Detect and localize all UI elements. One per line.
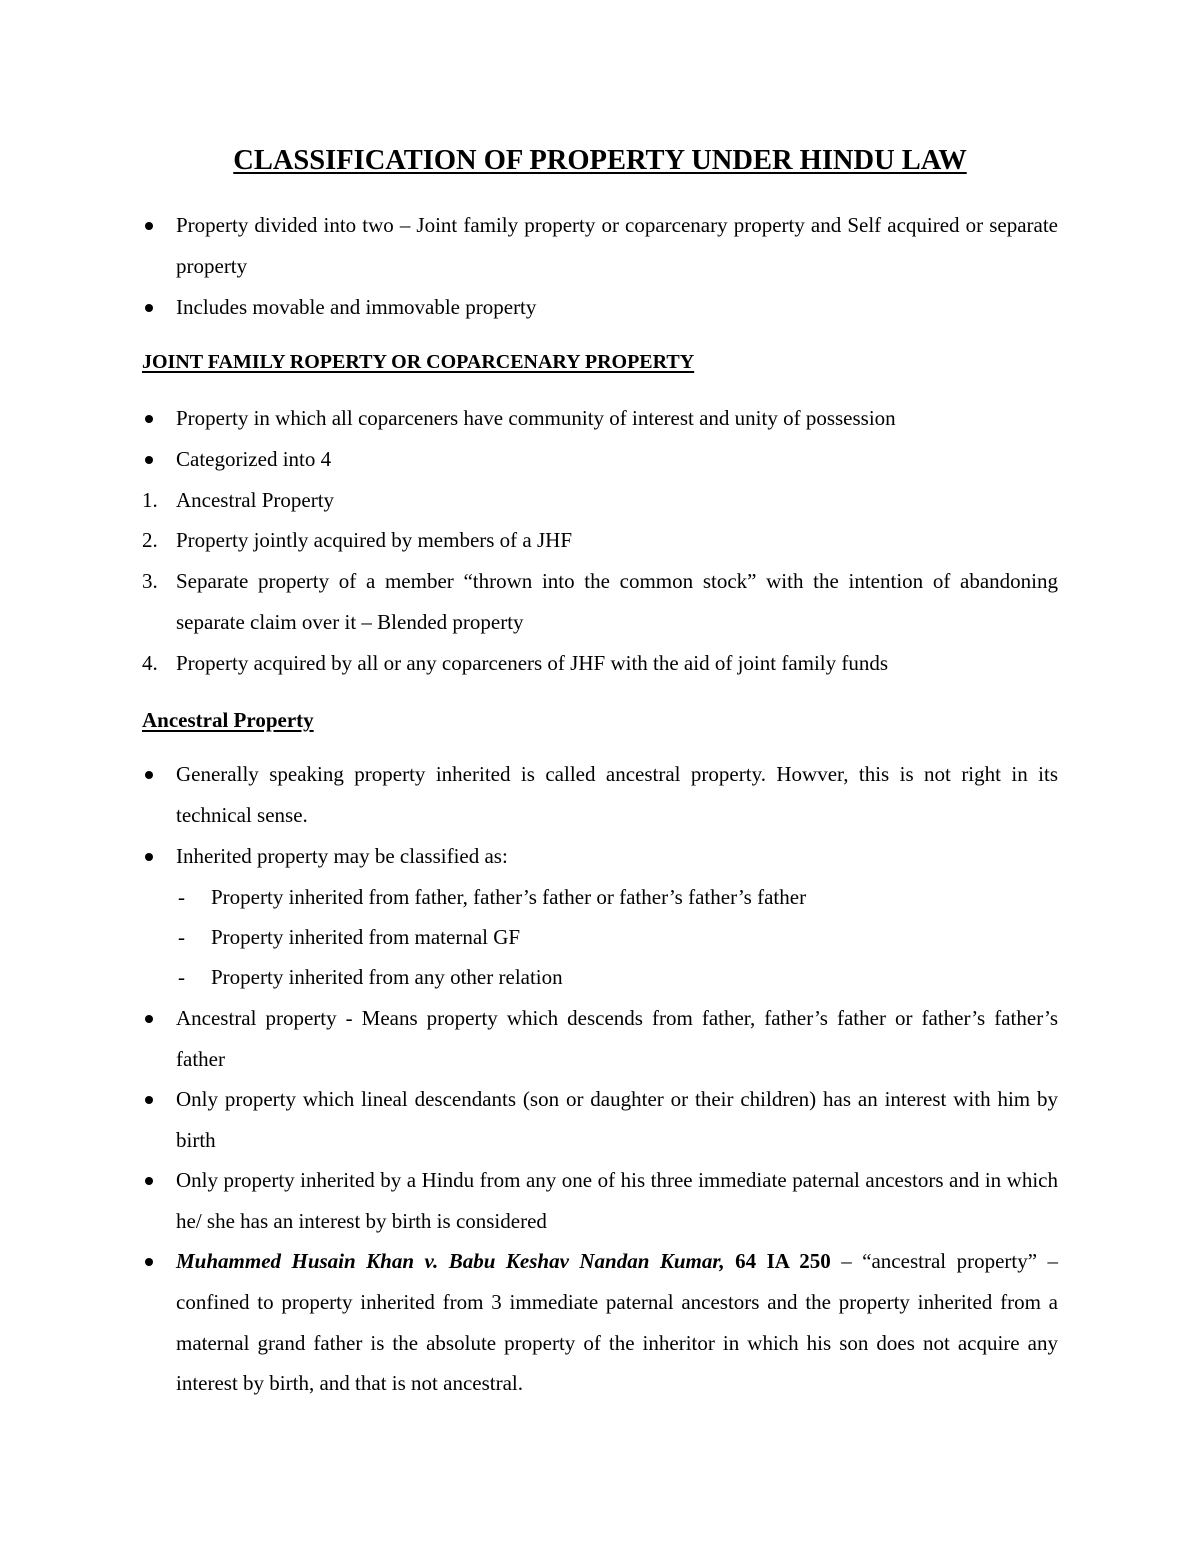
list-item-text: Property acquired by all or any coparceners of JHF with the aid of joint family funds bbox=[176, 651, 889, 675]
list-item-text: Property jointly acquired by members of a JHF bbox=[176, 528, 573, 552]
bullet-icon bbox=[145, 415, 153, 423]
list-item-text: Property inherited from father, father’s father or father’s father’s father bbox=[211, 885, 807, 909]
list-item bbox=[142, 1079, 1058, 1161]
numbered-item bbox=[142, 520, 1058, 561]
case-citation: 64 IA 250 bbox=[735, 1249, 831, 1273]
sub-list-item bbox=[142, 917, 1058, 958]
list-item-text: Property in which all coparceners have community of interest and unity of possession bbox=[176, 406, 896, 430]
list-item-text: Only property which lineal descendants (son or daughter or their children) has an interest with him by birth bbox=[176, 1087, 1058, 1152]
bullet-icon bbox=[145, 853, 153, 861]
list-item bbox=[142, 287, 1058, 328]
dash-marker: - bbox=[178, 925, 185, 949]
list-item-text: Ancestral Property bbox=[176, 488, 335, 512]
list-item bbox=[142, 836, 1058, 877]
page-title: CLASSIFICATION OF PROPERTY UNDER HINDU LAW bbox=[233, 145, 967, 176]
list-item-text: Separate property of a member “thrown into the common stock” with the intention of abandoning separate claim over it – Blended property bbox=[176, 569, 1058, 634]
case-name: Muhammed Husain Khan v. Babu Keshav Nandan Kumar, bbox=[176, 1249, 725, 1273]
bullet-icon bbox=[145, 771, 153, 779]
section-heading: JOINT FAMILY ROPERTY OR COPARCENARY PROPERTY bbox=[142, 351, 695, 373]
sub-list-item bbox=[142, 877, 1058, 918]
case-paragraph bbox=[176, 1241, 1058, 1404]
list-item-text: Categorized into 4 bbox=[176, 447, 332, 471]
dash-marker: - bbox=[178, 965, 185, 989]
list-item bbox=[142, 998, 1058, 1080]
item-number: 2. bbox=[142, 528, 158, 552]
list-item bbox=[142, 1160, 1058, 1242]
list-item bbox=[142, 205, 1058, 287]
list-item bbox=[142, 398, 1058, 439]
numbered-item bbox=[142, 561, 1058, 643]
list-item-text: Property inherited from maternal GF bbox=[211, 925, 521, 949]
bullet-icon bbox=[145, 222, 153, 230]
sub-list-item bbox=[142, 957, 1058, 998]
numbered-item bbox=[142, 480, 1058, 521]
list-item bbox=[142, 439, 1058, 480]
bullet-icon bbox=[145, 1177, 153, 1185]
list-item-text: Only property inherited by a Hindu from any one of his three immediate paternal ancestors and in which he/ she has an interest by birth is considered bbox=[176, 1168, 1058, 1233]
section-heading: Ancestral Property bbox=[142, 708, 314, 732]
list-item-text: Property inherited from any other relation bbox=[211, 965, 563, 989]
list-item-text: Generally speaking property inherited is called ancestral property. Howver, this is not right in its technical sense. bbox=[176, 762, 1058, 827]
bullet-icon bbox=[145, 1015, 153, 1023]
bullet-icon bbox=[145, 456, 153, 464]
item-number: 4. bbox=[142, 651, 158, 675]
case-text: – “ancestral property” – confined to property inherited from 3 immediate paternal ancestors and the property inherited from a maternal grand father is the absolute property of the inheritor in which his son does not acquire any interest by birth, and that is not ancestral. bbox=[176, 1249, 1059, 1396]
list-item-text: Inherited property may be classified as: bbox=[176, 844, 508, 868]
bullet-icon bbox=[145, 1096, 153, 1104]
list-item-text: Ancestral property - Means property which descends from father, father’s father or father’s father’s father bbox=[176, 1006, 1058, 1071]
list-item-text: Includes movable and immovable property bbox=[176, 295, 537, 319]
item-number: 1. bbox=[142, 488, 158, 512]
bullet-icon bbox=[145, 304, 153, 312]
dash-marker: - bbox=[178, 885, 185, 909]
item-number: 3. bbox=[142, 569, 158, 593]
list-item bbox=[142, 754, 1058, 836]
list-item-text: Property divided into two – Joint family property or coparcenary property and Self acquired or separate property bbox=[176, 213, 1058, 278]
list-item bbox=[142, 1241, 1058, 1404]
bullet-icon bbox=[145, 1258, 153, 1266]
numbered-item bbox=[142, 643, 1058, 684]
